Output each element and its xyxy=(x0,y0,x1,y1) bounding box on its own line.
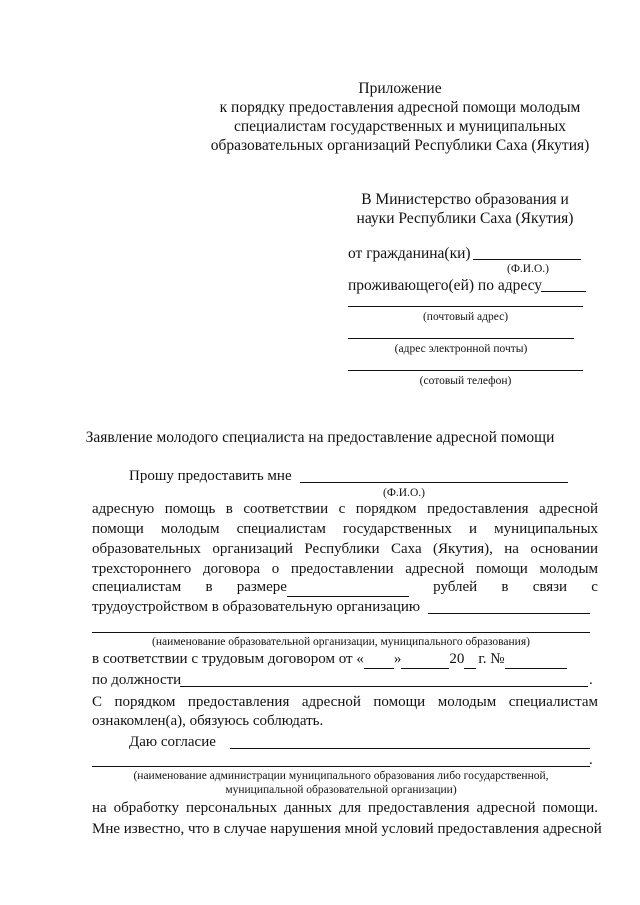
word: с xyxy=(338,501,346,517)
consent-label: Даю согласие xyxy=(129,734,216,750)
appendix-title: Приложение xyxy=(358,80,442,97)
address-label: проживающего(ей) по адресу xyxy=(348,277,543,294)
word: порядком xyxy=(114,694,176,710)
word: с xyxy=(591,579,598,595)
appendix-line: образовательных организаций Республики Саха (Якутия) xyxy=(210,137,590,154)
word: договора xyxy=(202,561,261,577)
word: о xyxy=(271,561,280,577)
postal-caption: (почтовый адрес) xyxy=(422,311,509,323)
word: для xyxy=(338,800,361,816)
word: Республики xyxy=(304,541,380,557)
word: персональных xyxy=(185,800,278,816)
period: . xyxy=(589,752,593,768)
word: молодым xyxy=(539,561,599,577)
word: в xyxy=(501,579,509,595)
contract-number-field[interactable] xyxy=(505,655,567,669)
word: и xyxy=(469,521,478,537)
word: организаций xyxy=(212,541,293,557)
position-field[interactable] xyxy=(180,686,588,687)
recipient-line: науки Республики Саха (Якутия) xyxy=(356,210,574,227)
word: в xyxy=(205,579,213,595)
word: размере xyxy=(236,579,287,595)
contract-year-field[interactable] xyxy=(464,655,476,669)
fio-caption: (Ф.И.О.) xyxy=(507,263,549,275)
admin-caption: муниципальной образовательной организации) xyxy=(225,784,457,796)
word: основании xyxy=(530,541,599,557)
request-label: Прошу предоставить мне xyxy=(129,468,292,484)
word: специалистам xyxy=(508,694,599,710)
admin-caption: (наименование администрации муниципального образования либо государственной, xyxy=(133,770,549,782)
year-prefix: 20 xyxy=(449,651,465,667)
word: адресной xyxy=(476,800,536,816)
org-name-field[interactable] xyxy=(92,632,590,633)
org-caption: (наименование образовательной организации, муниципального образования) xyxy=(152,636,530,648)
word: специалистам xyxy=(92,579,182,595)
contract-row xyxy=(92,650,567,669)
address-field[interactable] xyxy=(541,291,586,292)
word: трехстороннего xyxy=(92,561,192,577)
admin-name-field[interactable] xyxy=(92,766,590,767)
email-field[interactable] xyxy=(348,338,574,339)
body-row-1 xyxy=(92,498,598,520)
number-label: г. № xyxy=(478,651,505,667)
contract-day-field[interactable] xyxy=(364,655,394,669)
familiar-line2: ознакомлен(а), обязуюсь соблюдать. xyxy=(92,713,324,729)
quote-close: » xyxy=(393,651,402,667)
word: адресную xyxy=(92,501,155,517)
amount-field[interactable] xyxy=(287,583,409,597)
pd-row xyxy=(92,797,598,819)
body-row-4 xyxy=(92,558,598,580)
word: специалистам xyxy=(236,521,326,537)
fio-field[interactable] xyxy=(473,259,581,260)
body-row-2 xyxy=(92,518,598,540)
word: адресной xyxy=(405,561,465,577)
request-fio-caption: (Ф.И.О.) xyxy=(383,487,425,499)
word: связи xyxy=(532,579,568,595)
familiar-row xyxy=(92,691,598,713)
period: . xyxy=(589,672,593,688)
word: Саха xyxy=(390,541,422,557)
contract-label: в соответствии с трудовым договором от « xyxy=(92,651,364,667)
appendix-line: специалистам государственных и муниципальных xyxy=(233,118,567,135)
body-row-3 xyxy=(92,538,598,560)
word: данных xyxy=(284,800,332,816)
word: помощь xyxy=(164,501,216,517)
word: предоставления xyxy=(187,694,290,710)
appendix-line: к порядку предоставления адресной помощи молодым xyxy=(219,99,581,116)
word: предоставления xyxy=(367,800,470,816)
statement-title: Заявление молодого специалиста на предоставление адресной помощи xyxy=(85,429,555,446)
word: государственных xyxy=(342,521,452,537)
word: предоставления xyxy=(426,501,529,517)
word: молодым xyxy=(437,694,497,710)
consent-field[interactable] xyxy=(230,748,590,749)
last-line: Мне известно, что в случае нарушения мной условий предоставления адресной xyxy=(92,821,602,837)
recipient-line: В Министерство образования и xyxy=(361,191,569,208)
word: С xyxy=(92,694,103,710)
word: адресной xyxy=(301,694,361,710)
word: обработку xyxy=(113,800,180,816)
amount-row xyxy=(92,578,598,597)
word: молодым xyxy=(160,521,220,537)
word: адресной xyxy=(538,501,599,517)
word: (Якутия), xyxy=(433,541,493,557)
word: предоставлении xyxy=(290,561,394,577)
email-caption: (адрес электронной почты) xyxy=(394,343,528,355)
word: муниципальных xyxy=(494,521,599,537)
word: помощи xyxy=(92,521,144,537)
phone-caption: (сотовый телефон) xyxy=(419,375,512,387)
word: помощи xyxy=(373,694,426,710)
word: порядком xyxy=(355,501,417,517)
amount-group xyxy=(237,578,409,597)
phone-field[interactable] xyxy=(348,370,583,371)
word: соответствии xyxy=(243,501,329,517)
word: образовательных xyxy=(92,541,201,557)
word: на xyxy=(504,541,519,557)
employment-org-field[interactable] xyxy=(428,613,590,614)
employment-label: трудоустройством в образовательную организацию xyxy=(92,599,421,615)
from-label: от гражданина(ки) xyxy=(348,245,471,262)
word: помощи xyxy=(475,561,528,577)
position-label: по должности xyxy=(92,672,182,688)
request-fio-field[interactable] xyxy=(300,482,568,483)
word: на xyxy=(92,800,107,816)
word: рублей xyxy=(433,579,478,595)
word: в xyxy=(225,501,233,517)
postal-address-field[interactable] xyxy=(348,306,583,307)
word: помощи. xyxy=(542,800,599,816)
contract-month-field[interactable] xyxy=(401,655,449,669)
